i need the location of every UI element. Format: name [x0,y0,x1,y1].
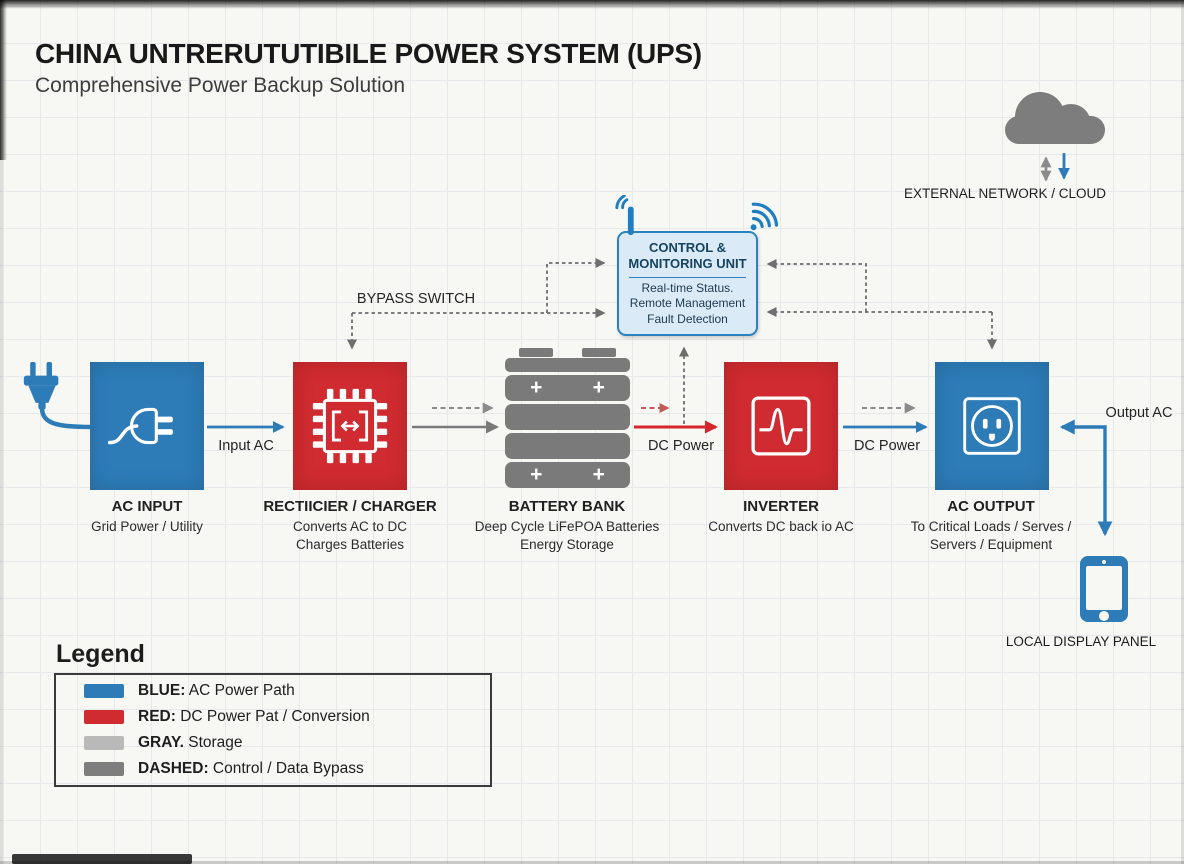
legend-box [54,673,492,787]
control-monitoring-unit [617,231,758,336]
control-unit-title-line1: CONTROL & [648,240,727,255]
battery-terminal [582,348,616,357]
rectifier-block [293,362,407,490]
cloud-shape [1005,116,1105,144]
dc-power-label-1: DC Power [647,438,715,454]
tablet-screen [1086,566,1122,610]
plus-symbol: + [592,463,605,486]
battery-cap [505,358,630,372]
power-plug-icon [20,362,64,422]
legend-swatch-blue [84,684,124,698]
legend-swatch-dashed [84,762,124,776]
waveform-icon [743,388,819,464]
plus-symbol: + [530,463,543,486]
battery-title: BATTERY BANK [508,498,626,515]
inverter-label [661,498,901,536]
ac-output-caption-2: Servers / Equipment [929,536,1053,552]
control-unit-title-line2: MONITORING UNIT [628,256,747,272]
legend-label [138,682,295,700]
legend-prefix: DASHED: [138,760,209,777]
dashed-right-upper-to-control [768,264,866,312]
plug-icon [103,397,191,455]
control-unit-feature-3: Fault Detection [647,311,728,326]
page-edge-shadow [0,0,3,864]
ac-output-label [871,498,1111,554]
divider [629,277,746,278]
inverter-caption: Converts DC back io AC [708,519,854,534]
tablet-icon [1080,556,1128,622]
legend-label [138,708,370,726]
legend-prefix: RED: [138,708,176,725]
local-display-panel-label: LOCAL DISPLAY PANEL [1005,634,1157,649]
bypass-switch-label: BYPASS SWITCH [356,291,476,307]
rectifier-title: RECTIICIER / CHARGER [263,498,437,515]
battery-cell-row [505,375,630,401]
cloud-icon [1003,88,1107,146]
legend-prefix: GRAY. [138,734,184,751]
ac-input-title: AC INPUT [111,498,183,515]
battery-caption-2: Energy Storage [520,536,614,552]
legend-desc: AC Power Path [185,682,295,699]
dashed-branch-to-control-top [547,263,604,313]
legend-swatch-red [84,710,124,724]
battery-label [447,498,687,554]
legend-item-gray [84,734,490,752]
legend-desc: Storage [183,734,243,751]
legend-item-red [84,708,490,726]
dc-power-label-2: DC Power [853,438,921,454]
external-network-label: EXTERNAL NETWORK / CLOUD [903,186,1107,201]
ac-input-caption: Grid Power / Utility [91,519,203,534]
page-title: CHINA UNTRERUTUTIBILE POWER SYSTEM (UPS) [35,38,702,69]
rectifier-caption-1: Converts AC to DC [292,519,408,534]
tablet-home-button [1099,611,1109,621]
legend-prefix: BLUE: [138,682,186,699]
battery-caption-1: Deep Cycle LiFePOA Batteries [474,519,660,534]
control-unit-feature-2: Remote Management [629,296,746,311]
antenna-icon [612,195,648,235]
legend-desc: DC Power Pat / Conversion [175,708,370,725]
plus-symbol: + [530,376,543,399]
plus-symbol: + [592,376,605,399]
legend-title: Legend [56,640,145,668]
battery-terminal [519,348,553,357]
output-ac-label: Output AC [1105,405,1173,421]
inverter-title: INVERTER [743,498,819,515]
battery-bank-block [505,348,630,490]
rectifier-caption-2: Charges Batteries [295,536,405,552]
page-subtitle: Comprehensive Power Backup Solution [35,74,406,97]
ac-output-title: AC OUTPUT [947,498,1035,515]
page-edge-shadow [0,0,1184,9]
wifi-signal-icon [742,200,780,238]
ac-output-block [935,362,1049,490]
battery-cell-row [505,404,630,430]
outlet-icon [953,387,1031,465]
inverter-block [724,362,838,490]
control-unit-feature-1: Real-time Status. [641,280,734,295]
input-ac-label: Input AC [218,438,274,454]
legend-swatch-gray [84,736,124,750]
battery-cell-row [505,433,630,459]
ac-output-caption-1: To Critical Loads / Serves / [910,519,1072,534]
battery-cell-row [505,462,630,488]
ac-input-block [90,362,204,490]
legend-item-blue [84,682,490,700]
legend-desc: Control / Data Bypass [208,760,364,777]
legend-label [138,760,364,778]
tablet-camera-dot [1102,560,1106,564]
chip-icon [309,385,391,467]
rectifier-label [230,498,470,554]
legend-item-dashed [84,760,490,778]
legend-label [138,734,243,752]
